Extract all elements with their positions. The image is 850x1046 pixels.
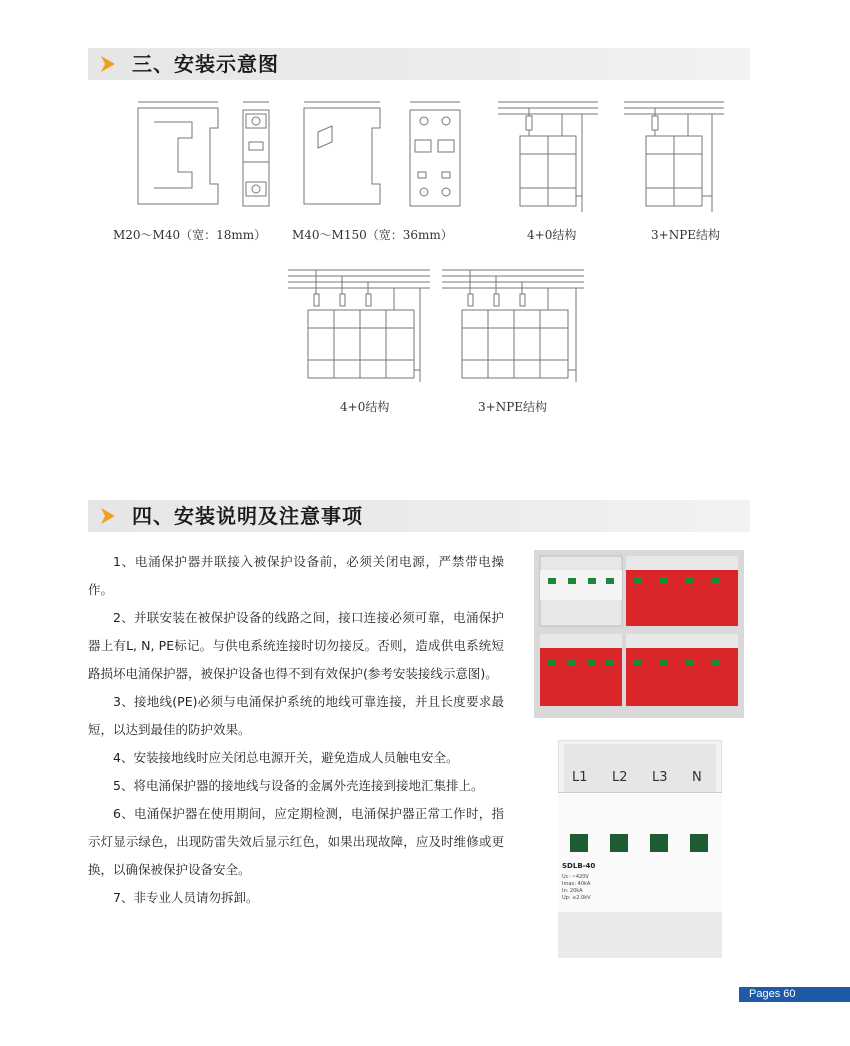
instruction-item: 5、将电涌保护器的接地线与设备的金属外壳连接到接地汇集排上。	[113, 778, 484, 793]
spec-line: Up: ≤2.0kV	[562, 895, 591, 901]
instruction-item: 2、并联安装在被保护设备的线路之间，接口连接必须可靠，电涌保护器上有L, N, PE标记。与供电系统连接时切勿接反。否则，造成供电系统短路损坏电涌保护器，被保护设备也得不到有效保护(参考安装接线示意图)。	[88, 610, 504, 681]
caption-3-npe-bottom: 3+NPE结构	[478, 400, 548, 414]
spec-text	[562, 874, 591, 902]
model-label: SDLB-40	[562, 862, 596, 870]
dimension-drawings	[118, 92, 473, 218]
chevron-right-icon	[98, 54, 118, 74]
instruction-item: 1、电涌保护器并联接入被保护设备前，必须关闭电源，严禁带电操作。	[88, 554, 504, 597]
caption-3-npe-top: 3+NPE结构	[651, 228, 721, 242]
caption-m20-m40: M20～M40（宽：18mm）	[113, 228, 267, 242]
status-indicator	[610, 834, 628, 852]
caption-4-0-top: 4+0结构	[527, 228, 577, 242]
terminal-label: L3	[652, 770, 668, 785]
terminal-label: L1	[572, 770, 588, 785]
status-indicator	[650, 834, 668, 852]
instructions-list	[88, 548, 504, 912]
spec-line: In: 20kA	[562, 888, 583, 894]
chevron-right-icon	[98, 506, 118, 526]
wiring-diagram-3-npe-top	[616, 92, 726, 220]
status-indicator	[570, 834, 588, 852]
spec-line: Uc: ~420V	[562, 874, 589, 880]
caption-4-0-bottom: 4+0结构	[340, 400, 390, 414]
instruction-item: 7、非专业人员请勿拆卸。	[113, 890, 259, 905]
instruction-item: 6、电涌保护器在使用期间，应定期检测，电涌保护器正常工作时，指示灯显示绿色，出现防雷失效后显示红色，如果出现故障，应及时维修或更换，以确保被保护设备安全。	[88, 806, 504, 877]
section-title: 四、安装说明及注意事项	[132, 504, 363, 528]
section-title: 三、安装示意图	[132, 52, 279, 76]
caption-m40-m150: M40～M150（宽：36mm）	[292, 228, 453, 242]
page-number-badge	[739, 987, 850, 1002]
instruction-item: 4、安装接地线时应关闭总电源开关，避免造成人员触电安全。	[113, 750, 459, 765]
wiring-diagram-4-0-top	[490, 92, 600, 220]
section-header-installation-diagram	[88, 48, 750, 80]
status-indicator	[690, 834, 708, 852]
page-number: Pages 60	[749, 988, 796, 1000]
terminal-label: N	[692, 770, 702, 785]
instruction-item: 3、接地线(PE)必须与电涌保护系统的地线可靠连接，并且长度要求最短，以达到最佳的防护效果。	[88, 694, 504, 737]
section-header-installation-notes	[88, 500, 750, 532]
wiring-diagram-4-0-bottom	[282, 262, 432, 387]
terminal-label: L2	[612, 770, 628, 785]
spec-line: Imax: 40kA	[562, 881, 591, 887]
product-photo-modules	[534, 550, 744, 718]
product-photo-spd	[558, 740, 722, 958]
wiring-diagram-3-npe-bottom	[436, 262, 586, 387]
